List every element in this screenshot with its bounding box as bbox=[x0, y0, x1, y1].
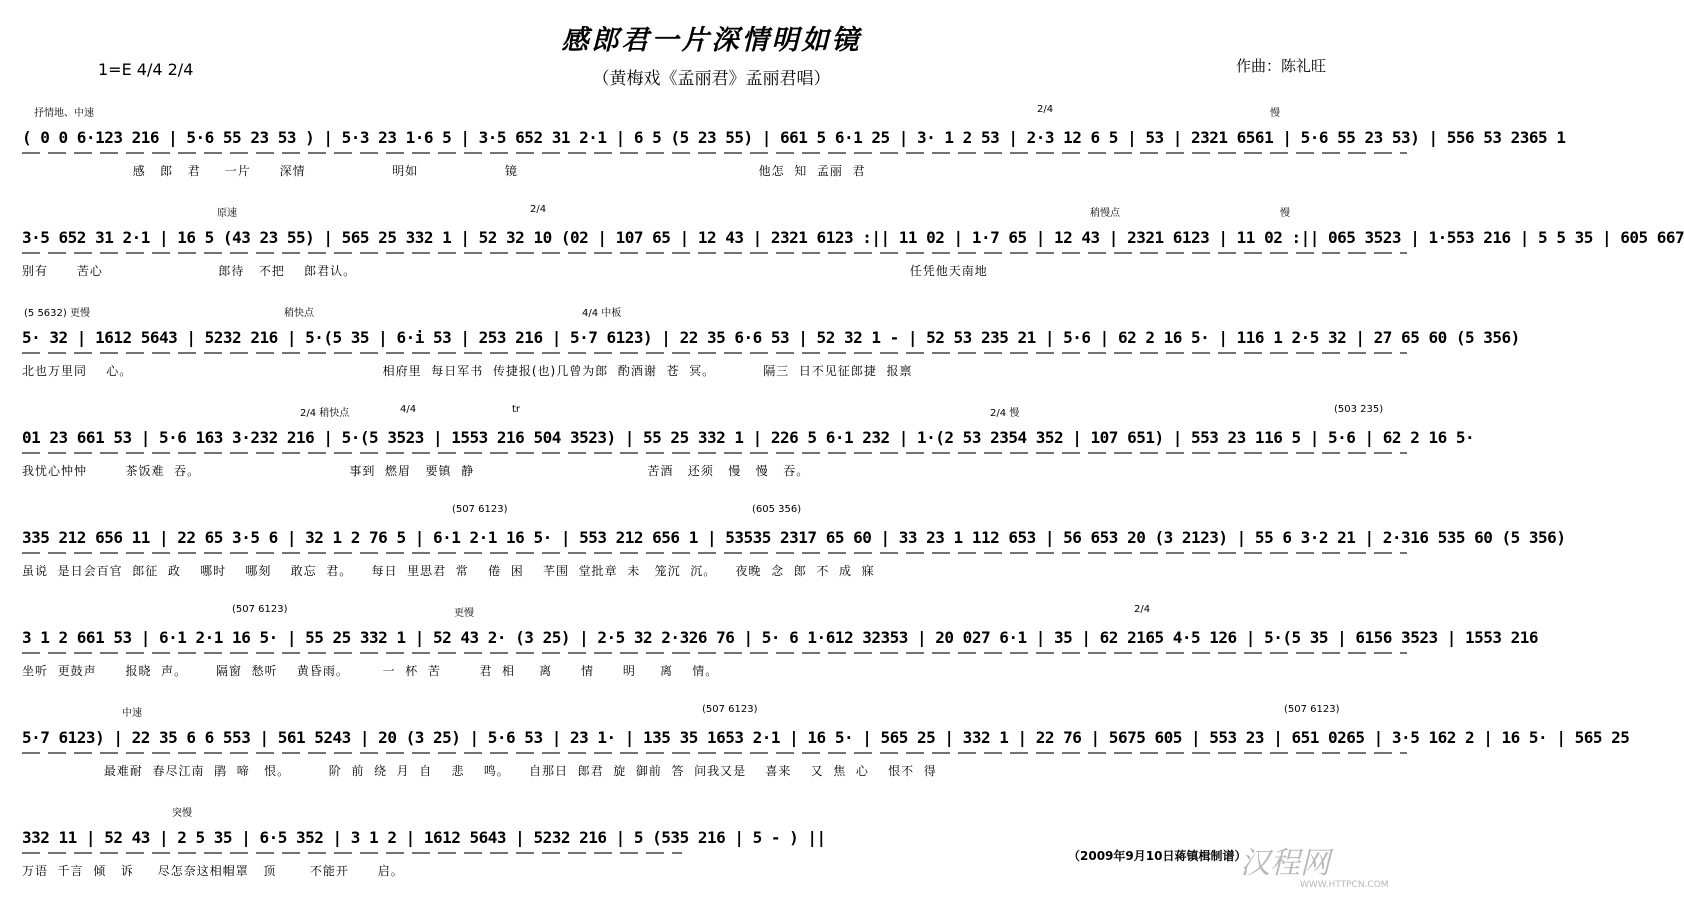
tempo-mark: 突慢 bbox=[172, 808, 192, 819]
line-marks bbox=[22, 304, 1407, 318]
tempo-mark: 稍快点 bbox=[284, 308, 314, 319]
notation-line: 335 212 656 11 | 22 65 3·5 6 | 32 1 2 76 5 | 6·1 2·1 16 5· | 553 212 656 1 | 53535 2317 65 60 | 33 23 1 112 653 | 56 653 20 (3 2123) | 55 6 3·2 21 | 2·316 535 60 (5 356) bbox=[22, 528, 1566, 547]
transcriber-credit: （2009年9月10日蒋镇楫制谱） bbox=[1068, 849, 1247, 863]
notation-line: 3·5 652 31 2·1 | 16 5 (43 23 55) | 565 25 332 1 | 52 32 10 (02 | 107 65 | 12 43 | 2321 6123 :|| 11 02 | 1·7 65 | 12 43 | 2321 6123 | 11 02 :|| 065 3523 | 1·553 216 | 5 5 35 | 605 667 bbox=[22, 228, 1684, 247]
tempo-mark: (507 6123) bbox=[452, 504, 508, 515]
tempo-mark: (507 6123) bbox=[702, 704, 758, 715]
lyrics-line: 虽说 是日会百官 郎征 政 哪时 哪刻 敢忘 君。 每日 里思君 常 倦 困 芊围 堂批章 未 笼沉 沉。 夜晚 念 郎 不 成 寐 bbox=[22, 564, 875, 578]
composer-credit: 作曲：陈礼旺 bbox=[1236, 57, 1327, 75]
tempo-mark: 稍慢点 bbox=[1090, 208, 1120, 219]
lyrics-line: 最难耐 春尽江南 鹃 啼 恨。 阶 前 绕 月 自 悲 鸣。 自那日 郎君 旋 御前 答 问我又是 喜来 又 焦 心 恨不 得 bbox=[22, 764, 937, 778]
lyrics-line: 万语 千言 倾 诉 尽怎奈这相帽罩 顶 不能开 启。 bbox=[22, 864, 404, 878]
song-subtitle: （黄梅戏《孟丽君》孟丽君唱） bbox=[592, 69, 831, 89]
tempo-mark: (507 6123) bbox=[1284, 704, 1340, 715]
tempo-mark: tr bbox=[512, 404, 521, 415]
lyrics-line: 北也万里同 心。 相府里 每日军书 传捷报(也)几曾为郎 酌酒谢 苍 冥。 隔三 日不见征郎捷 报禀 bbox=[22, 364, 913, 378]
tempo-mark: 2/4 稍快点 bbox=[300, 408, 350, 419]
line-marks bbox=[22, 504, 1407, 518]
notation-line: 01 23 661 53 | 5·6 163 3·232 216 | 5·(5 3523 | 1553 216 504 3523) | 55 25 332 1 | 226 5 6·1 232 | 1·(2 53 2354 352 | 107 651) | 553 23 116 5 | 5·6 | 62 2 16 5· bbox=[22, 428, 1475, 447]
line-marks bbox=[22, 804, 682, 818]
tempo-mark: 慢 bbox=[1270, 108, 1280, 119]
notation-line: ( 0 0 6·123 216 | 5·6 55 23 53 ) | 5·3 23 1·6 5 | 3·5 652 31 2·1 | 6 5 (5 23 55) | 661 5 6·1 25 | 3· 1 2 53 | 2·3 12 6 5 | 53 | 2321 6561 | 5·6 55 23 53) | 556 53 2365 1 bbox=[22, 128, 1566, 147]
line-marks bbox=[22, 704, 1407, 718]
line-marks bbox=[22, 104, 1407, 118]
watermark-logo: 汉程网 bbox=[1240, 846, 1330, 881]
tempo-mark: (5 5632) 更慢 bbox=[24, 308, 90, 319]
notation-line: 5· 32 | 1612 5643 | 5232 216 | 5·(5 35 | 6·i 53 | 253 216 | 5·7 6123) | 22 35 6·6 53 | 52 32 1 - | 52 53 235 21 | 5·6 | 62 2 16 5· | 116 1 2·5 32 | 27 65 60 (5 356) bbox=[22, 328, 1520, 347]
watermark-url: WWW.HTTPCN.COM bbox=[1300, 880, 1389, 890]
tempo-mark: 慢 bbox=[1280, 208, 1290, 219]
lyrics-line: 我忧心忡忡 茶饭难 吞。 事到 燃眉 要镇 静 苦酒 还须 慢 慢 吞。 bbox=[22, 464, 810, 478]
lyrics-line: 别有 苦心 郎待 不把 郎君认。 任凭他天南地 bbox=[22, 264, 988, 278]
tempo-mark: (507 6123) bbox=[232, 604, 288, 615]
tempo-mark: 更慢 bbox=[454, 608, 474, 619]
tempo-mark: (605 356) bbox=[752, 504, 802, 515]
tempo-mark: 抒情地、中速 bbox=[34, 108, 94, 119]
notation-line: 332 11 | 52 43 | 2 5 35 | 6·5 352 | 3 1 2 | 1612 5643 | 5232 216 | 5 (535 216 | 5 - ) || bbox=[22, 828, 826, 847]
notation-line: 5·7 6123) | 22 35 6 6 553 | 561 5243 | 20 (3 25) | 5·6 53 | 23 1· | 135 35 1653 2·1 | 16 5· | 565 25 | 332 1 | 22 76 | 5675 605 | 553 23 | 651 0265 | 3·5 162 2 | 16 5· | 565 25 bbox=[22, 728, 1630, 747]
tempo-mark: 4/4 中板 bbox=[582, 308, 622, 319]
tempo-mark: (503 235) bbox=[1334, 404, 1384, 415]
key-signature: 1=E 4/4 2/4 bbox=[98, 60, 194, 79]
tempo-mark: 4/4 bbox=[400, 404, 417, 415]
song-title: 感郎君一片深情明如镜 bbox=[561, 25, 862, 56]
tempo-mark: 原速 bbox=[217, 208, 237, 219]
tempo-mark: 2/4 bbox=[1037, 104, 1054, 115]
line-marks bbox=[22, 204, 1407, 218]
line-marks bbox=[22, 604, 1407, 618]
notation-line: 3 1 2 661 53 | 6·1 2·1 16 5· | 55 25 332 1 | 52 43 2· (3 25) | 2·5 32 2·326 76 | 5· 6 1·612 32353 | 20 027 6·1 | 35 | 62 2165 4·5 126 | 5·(5 35 | 6156 3523 | 1553 216 bbox=[22, 628, 1539, 647]
tempo-mark: 2/4 慢 bbox=[990, 408, 1020, 419]
tempo-mark: 2/4 bbox=[530, 204, 547, 215]
lyrics-line: 感 郎 君 一片 深情 明如 镜 他怎 知 孟丽 君 bbox=[22, 164, 866, 178]
lyrics-line: 坐听 更鼓声 报晓 声。 隔窗 愁听 黄昏雨。 一 杯 苦 君 相 离 情 明 离 情。 bbox=[22, 664, 719, 678]
tempo-mark: 2/4 bbox=[1134, 604, 1151, 615]
tempo-mark: 中速 bbox=[122, 708, 142, 719]
line-marks bbox=[22, 404, 1407, 418]
